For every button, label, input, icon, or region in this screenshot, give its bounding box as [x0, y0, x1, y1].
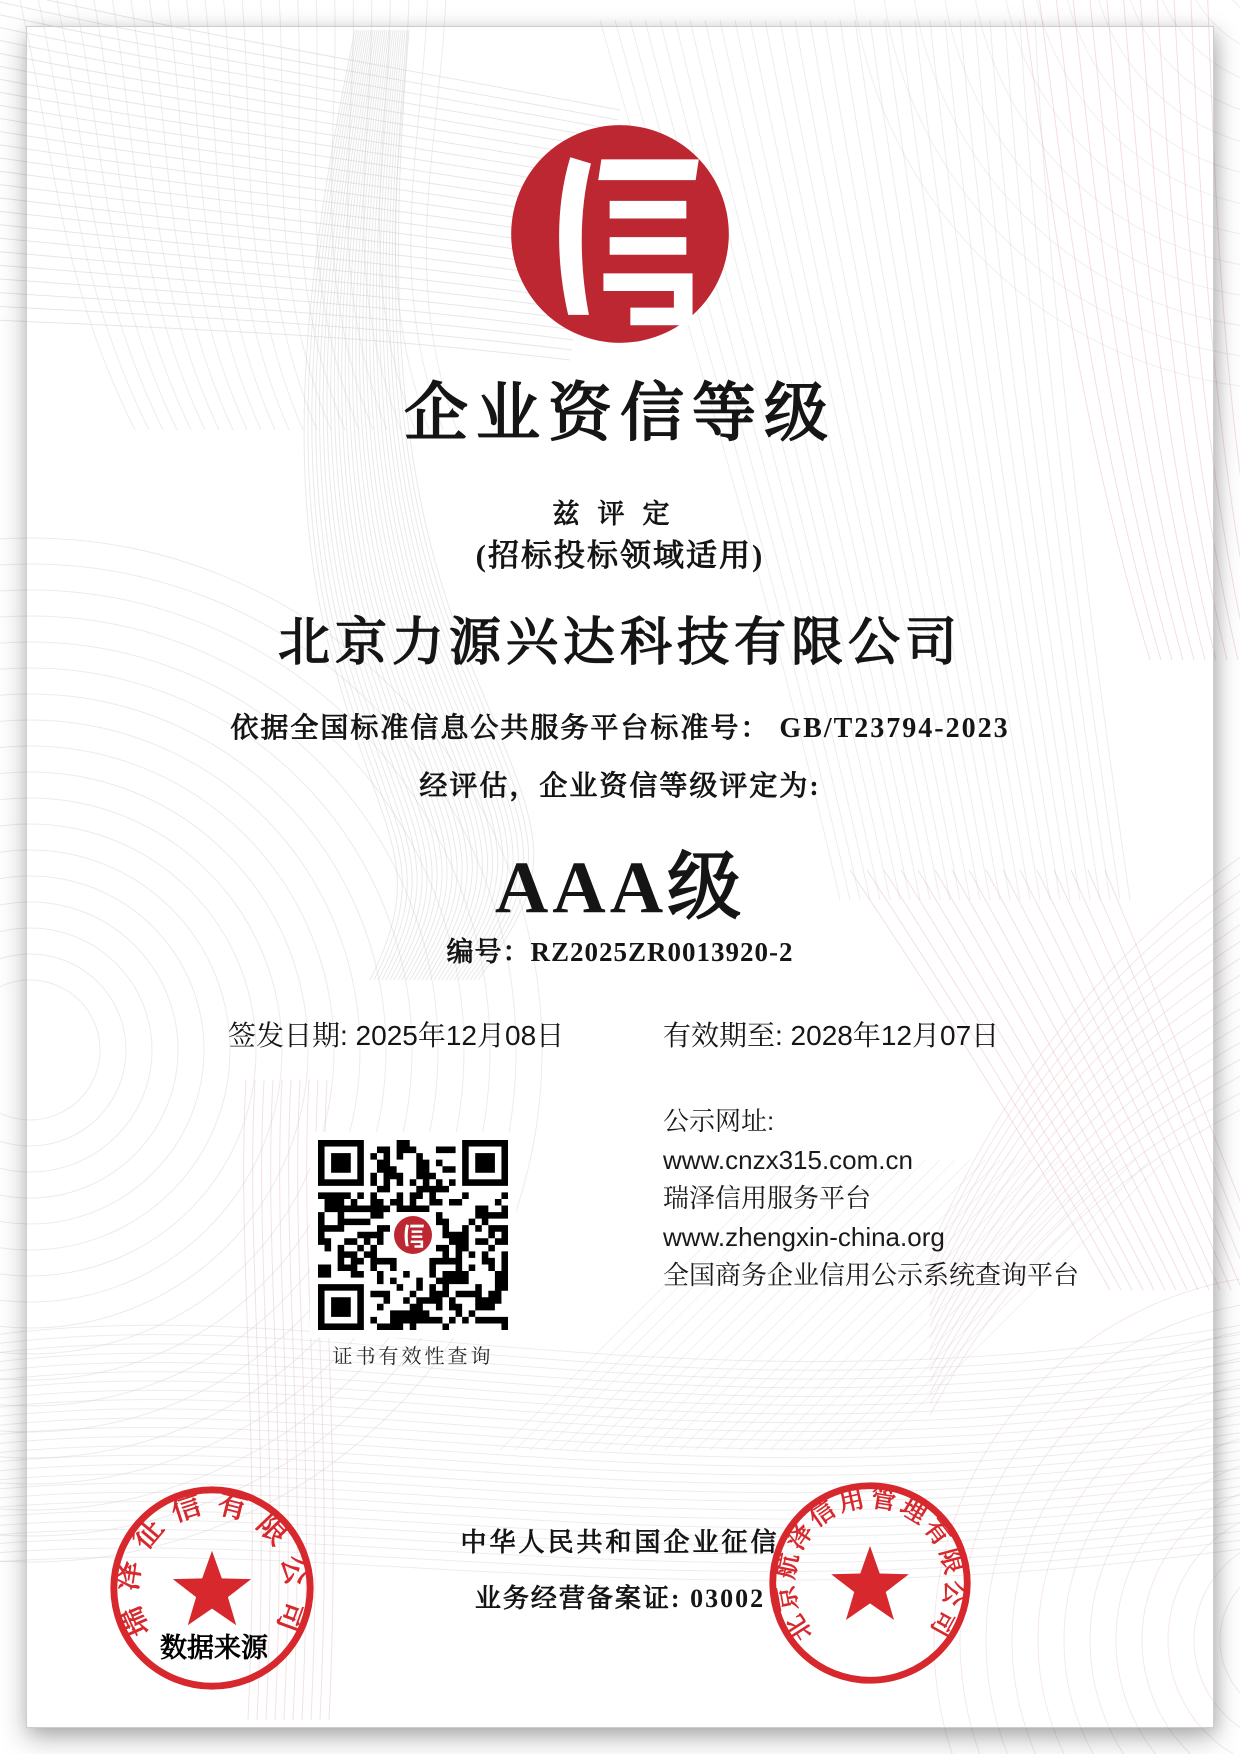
credit-seal-logo-icon: [506, 120, 734, 348]
qr-code: [310, 1132, 516, 1338]
company-name: 北京力源兴达科技有限公司: [277, 615, 962, 672]
scope-label: (招标投标领域适用): [475, 538, 765, 573]
hereby-label: 兹评定: [552, 499, 688, 529]
publicity-label: 公示网址:: [663, 1106, 775, 1136]
publicity-url-2: www.zhengxin-china.org: [663, 1221, 945, 1252]
data-source-label: 数据来源: [160, 1633, 268, 1663]
registry-line-1: 中华人民共和国企业征信: [460, 1528, 780, 1557]
publicity-platform-2: 全国商务企业信用公示系统查询平台: [663, 1260, 1080, 1290]
certificate-serial: 编号：RZ2025ZR0013920-2: [446, 937, 794, 967]
qr-code-image: [310, 1132, 516, 1338]
standard-reference-line: 依据全国标准信息公共服务平台标准号： GB/T23794-2023: [230, 713, 1010, 744]
issue-date: 签发日期: 2025年12月08日: [228, 1020, 565, 1051]
publicity-urls: [663, 1102, 1079, 1295]
right-company-stamp: [763, 1476, 977, 1690]
publicity-platform-1: 瑞泽信用服务平台: [663, 1183, 872, 1213]
assessment-line: 经评估，企业资信等级评定为:: [419, 771, 821, 802]
stamp-star-icon: [831, 1546, 909, 1620]
registry-line-2: 业务经营备案证: 03002: [474, 1584, 766, 1613]
right-stamp-text: 北京航泽信用管理有限公司: [771, 1484, 969, 1646]
qr-center-logo-icon: [390, 1212, 436, 1258]
certificate-title: 企业资信等级: [404, 378, 836, 449]
qr-caption: 证书有效性查询: [332, 1346, 494, 1368]
credit-grade: AAA级: [494, 847, 746, 929]
valid-until-date: 有效期至: 2028年12月07日: [663, 1020, 1000, 1051]
left-stamp-text: 瑞泽征信有限公司: [111, 1487, 313, 1642]
publicity-url-1: www.cnzx315.com.cn: [663, 1144, 913, 1175]
stamp-star-icon: [173, 1551, 251, 1626]
